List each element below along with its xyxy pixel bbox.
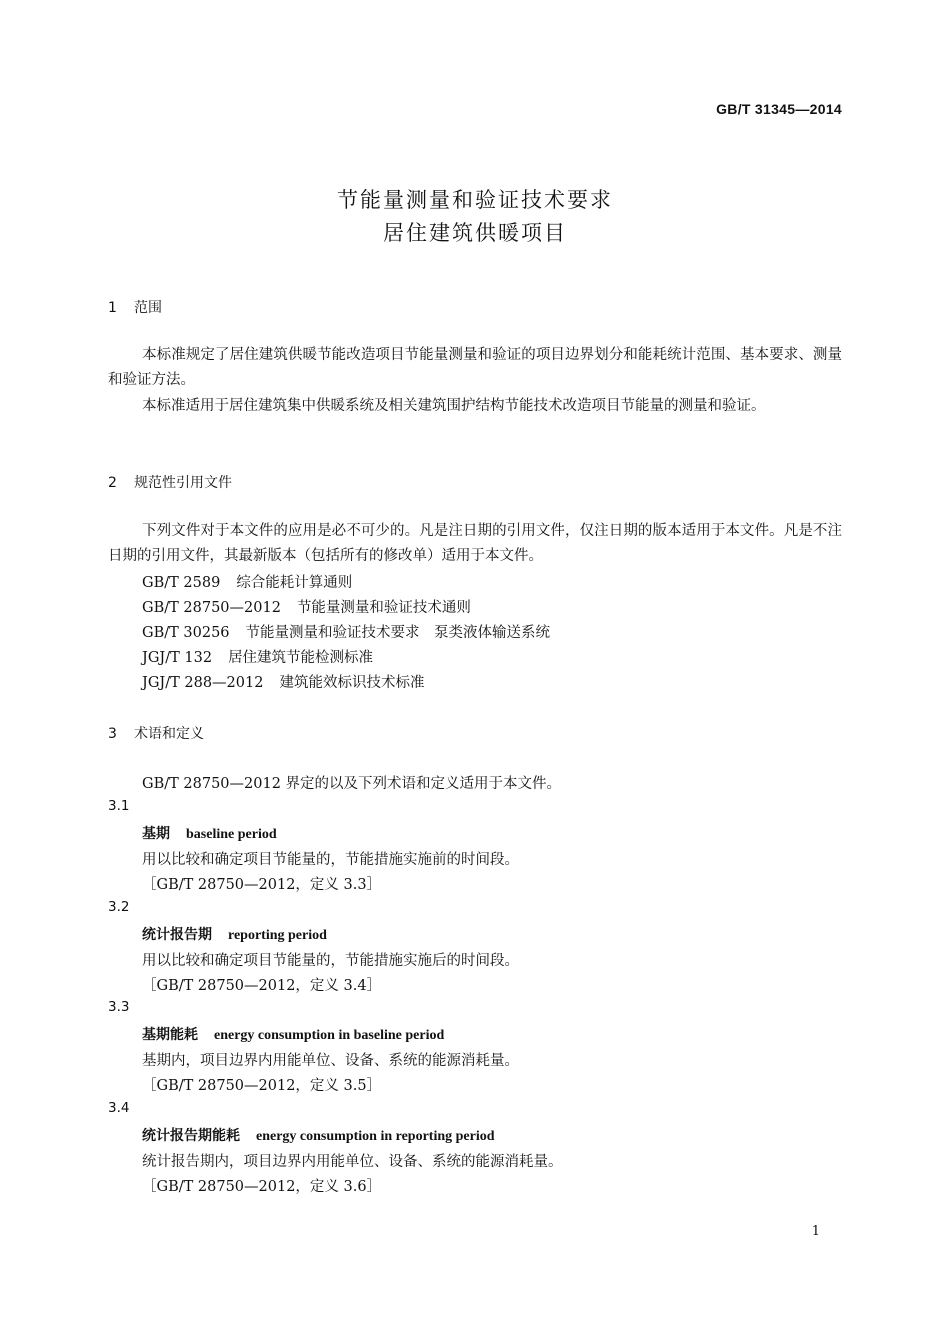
page-number: 1 bbox=[811, 1224, 820, 1239]
term-english: energy consumption in reporting period bbox=[256, 1129, 495, 1144]
term-heading bbox=[142, 1125, 495, 1145]
reference-name: 综合能耗计算通则 bbox=[236, 575, 353, 591]
references-intro bbox=[108, 519, 842, 569]
term-definition: 基期内，项目边界内用能单位、设备、系统的能源消耗量。 bbox=[142, 1053, 519, 1069]
reference-name: 节能量测量和验证技术通则 bbox=[296, 600, 471, 616]
reference-code: GB/T 30256 bbox=[142, 625, 230, 641]
scope-text-2: 本标准适用于居住建筑集中供暖系统及相关建筑围护结构节能技术改造项目节能量的测量和验证。 bbox=[142, 398, 766, 414]
references-intro-text: 下列文件对于本文件的应用是必不可少的。凡是注日期的引用文件，仅注日期的版本适用于本文件。凡是不注日期的引用文件，其最新版本（包括所有的修改单）适用于本文件。 bbox=[108, 523, 842, 564]
term-number: 3.1 bbox=[108, 798, 130, 814]
reference-code: JGJ/T 288—2012 bbox=[142, 675, 264, 691]
term-number: 3.3 bbox=[108, 999, 130, 1015]
scope-paragraph-1 bbox=[108, 343, 842, 393]
term-source: ［GB/T 28750—2012，定义 3.6］ bbox=[142, 1179, 382, 1195]
term-source: ［GB/T 28750—2012，定义 3.3］ bbox=[142, 877, 382, 893]
reference-item bbox=[142, 571, 352, 592]
document-title: 节能量测量和验证技术要求 bbox=[337, 188, 613, 212]
term-number: 3.2 bbox=[108, 899, 130, 915]
term-heading bbox=[142, 823, 277, 843]
standard-number: GB/T 31345—2014 bbox=[716, 101, 842, 117]
section-heading-normative-references bbox=[108, 472, 232, 492]
reference-code: JGJ/T 132 bbox=[142, 650, 213, 666]
term-english: energy consumption in baseline period bbox=[214, 1028, 445, 1043]
term-definition: 统计报告期内，项目边界内用能单位、设备、系统的能源消耗量。 bbox=[142, 1154, 563, 1170]
reference-item bbox=[142, 646, 373, 667]
reference-item bbox=[142, 621, 550, 642]
section-title: 范围 bbox=[134, 300, 162, 316]
scope-paragraph-2 bbox=[108, 394, 842, 419]
section-number: 3 bbox=[108, 726, 117, 742]
term-number: 3.4 bbox=[108, 1100, 130, 1116]
reference-item bbox=[142, 596, 471, 617]
section-heading-terms bbox=[108, 723, 204, 743]
document-subtitle: 居住建筑供暖项目 bbox=[383, 221, 567, 245]
section-title: 规范性引用文件 bbox=[134, 475, 232, 491]
term-chinese: 基期能耗 bbox=[142, 1027, 198, 1043]
section-number: 1 bbox=[108, 300, 117, 316]
terms-intro: GB/T 28750—2012 界定的以及下列术语和定义适用于本文件。 bbox=[142, 776, 562, 792]
term-english: baseline period bbox=[186, 827, 277, 842]
term-definition: 用以比较和确定项目节能量的，节能措施实施后的时间段。 bbox=[142, 953, 519, 969]
reference-item bbox=[142, 671, 424, 692]
reference-name: 建筑能效标识技术标准 bbox=[279, 675, 425, 691]
term-english: reporting period bbox=[228, 928, 327, 943]
term-heading bbox=[142, 1024, 444, 1044]
term-source: ［GB/T 28750—2012，定义 3.5］ bbox=[142, 1078, 382, 1094]
term-definition: 用以比较和确定项目节能量的，节能措施实施前的时间段。 bbox=[142, 852, 519, 868]
section-heading-scope bbox=[108, 297, 162, 317]
section-number: 2 bbox=[108, 475, 117, 491]
reference-name: 节能量测量和验证技术要求 泵类液体输送系统 bbox=[245, 625, 551, 641]
term-chinese: 基期 bbox=[142, 826, 170, 842]
term-source: ［GB/T 28750—2012，定义 3.4］ bbox=[142, 978, 382, 994]
term-chinese: 统计报告期 bbox=[142, 927, 212, 943]
reference-name: 居住建筑节能检测标准 bbox=[228, 650, 374, 666]
section-title: 术语和定义 bbox=[134, 726, 204, 742]
reference-code: GB/T 28750—2012 bbox=[142, 600, 281, 616]
scope-text-1: 本标准规定了居住建筑供暖节能改造项目节能量测量和验证的项目边界划分和能耗统计范围、基本要求、测量和验证方法。 bbox=[108, 347, 842, 388]
term-heading bbox=[142, 924, 327, 944]
term-chinese: 统计报告期能耗 bbox=[142, 1128, 240, 1144]
reference-code: GB/T 2589 bbox=[142, 575, 221, 591]
